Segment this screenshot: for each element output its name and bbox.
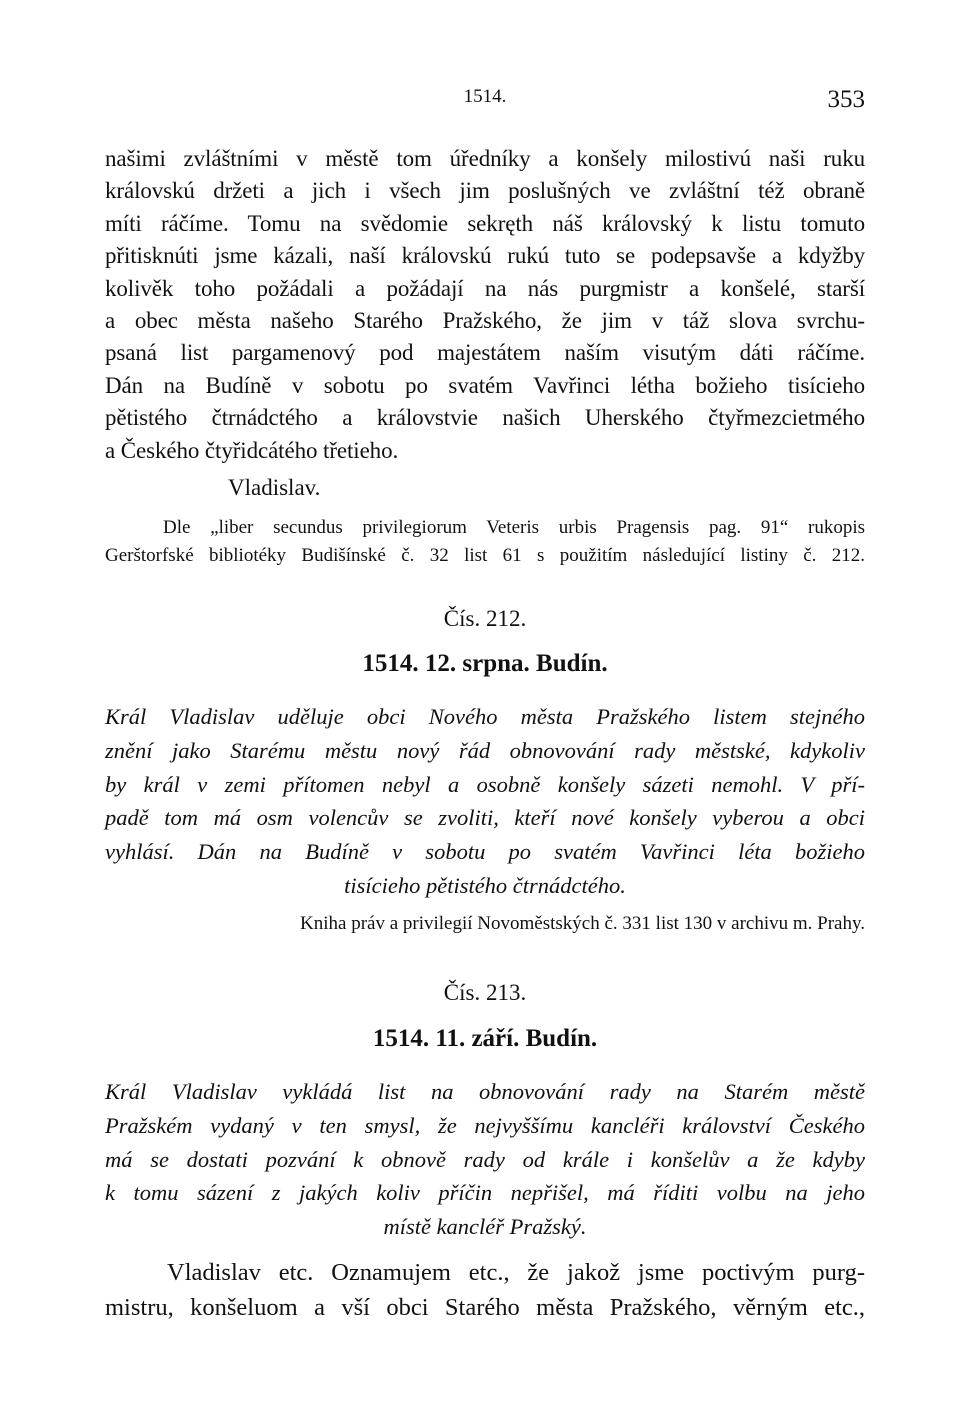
text-line: kolivěk toho požádali a požádají na nás purgmistr a konšelé, starší xyxy=(105,275,865,301)
page-number: 353 xyxy=(827,86,865,113)
text-line: našimi zvláštními v městě tom úředníky a konšely milostivú naši ruku xyxy=(105,146,865,171)
source-line: Gerštorfské bibliotéky Budišínské č. 32 list 61 s použitím následující listiny č. 212. xyxy=(105,545,865,566)
text-line: a obec města našeho Starého Pražského, že jim v táž slova svrchu- xyxy=(105,308,865,334)
document-date: 1514. 12. srpna. Budín. xyxy=(362,650,608,677)
document-213-date-block xyxy=(105,1025,865,1065)
charter-text xyxy=(105,143,865,467)
document-number: Čís. 213. xyxy=(443,980,527,1005)
text-line: přitisknúti jsme kázali, naší královskú rukú tuto se podepsavše a kdyžby xyxy=(105,243,865,269)
summary-line: znění jako Starému městu nový řád obnovování rady městské, kdykoliv xyxy=(105,737,865,763)
document-212-number-block xyxy=(105,606,865,646)
text-line: míti ráčíme. Tomu na svědomie sekręth náš královský k listu tomuto xyxy=(105,210,865,236)
text-line: mistru, konšeluom a vší obci Starého města Pražského, věrným etc., xyxy=(105,1294,865,1321)
signature: Vladislav. xyxy=(228,475,321,500)
summary-line: Král Vladislav vykládá list na obnovování rady na Starém městě xyxy=(105,1079,865,1104)
document-212-summary xyxy=(105,700,865,903)
document-212-source xyxy=(105,910,865,938)
summary-line: místě kancléř Pražský. xyxy=(383,1214,587,1240)
summary-line: vyhlásí. Dán na Budíně v sobotu po svatém Vavřinci léta božieho xyxy=(105,839,865,865)
text-line: psaná list pargamenový pod majestátem naším visutým dáti ráčíme. xyxy=(105,340,865,366)
running-header-year: 1514. xyxy=(463,86,507,107)
text-line: královskú držeti a jich i všech jim poslušných ve zvláštní též obraně xyxy=(105,178,865,204)
running-header xyxy=(105,86,865,118)
document-213-text xyxy=(105,1255,865,1325)
summary-line: má se dostati pozvání k obnově rady od krále i konšelův a že kdyby xyxy=(105,1146,865,1172)
document-213-number-block xyxy=(105,980,865,1020)
text-line: Dán na Budíně v sobotu po svatém Vavřinci létha božieho tisícieho xyxy=(105,372,865,398)
summary-line: Pražském vydaný v ten smysl, že nejvyššímu kancléři království Českého xyxy=(105,1112,865,1138)
text-line: pětistého čtrnádctého a královstvie našich Uherského čtyřmezcietmého xyxy=(105,405,865,431)
source-note xyxy=(105,514,865,570)
text-line: Vladislav etc. Oznamujem etc., že jakož jsme poctivým purg- xyxy=(167,1259,865,1286)
source-line: Dle „liber secundus privilegiorum Veteris urbis Pragensis pag. 91“ rukopis xyxy=(163,517,865,538)
document-number: Čís. 212. xyxy=(443,606,527,631)
summary-line: tisícieho pětistého čtrnádctého. xyxy=(344,872,626,898)
source-line: Kniha práv a privilegií Novoměstských č. 331 list 130 v archivu m. Prahy. xyxy=(300,913,865,934)
document-date: 1514. 11. září. Budín. xyxy=(372,1025,598,1052)
text-line: a Českého čtyřidcátého třetieho. xyxy=(105,437,399,463)
summary-line: Král Vladislav uděluje obci Nového města Pražského listem stejného xyxy=(105,704,865,729)
summary-line: padě tom má osm volencův se zvoliti, kteří nové konšely vyberou a obci xyxy=(105,805,865,831)
document-212-date-block xyxy=(105,650,865,690)
document-213-summary xyxy=(105,1075,865,1244)
summary-line: by král v zemi přítomen nebyl a osobně konšely sázeti nemohl. V pří- xyxy=(105,771,865,797)
summary-line: k tomu sázení z jakých koliv příčin nepřišel, má říditi volbu na jeho xyxy=(105,1180,865,1206)
